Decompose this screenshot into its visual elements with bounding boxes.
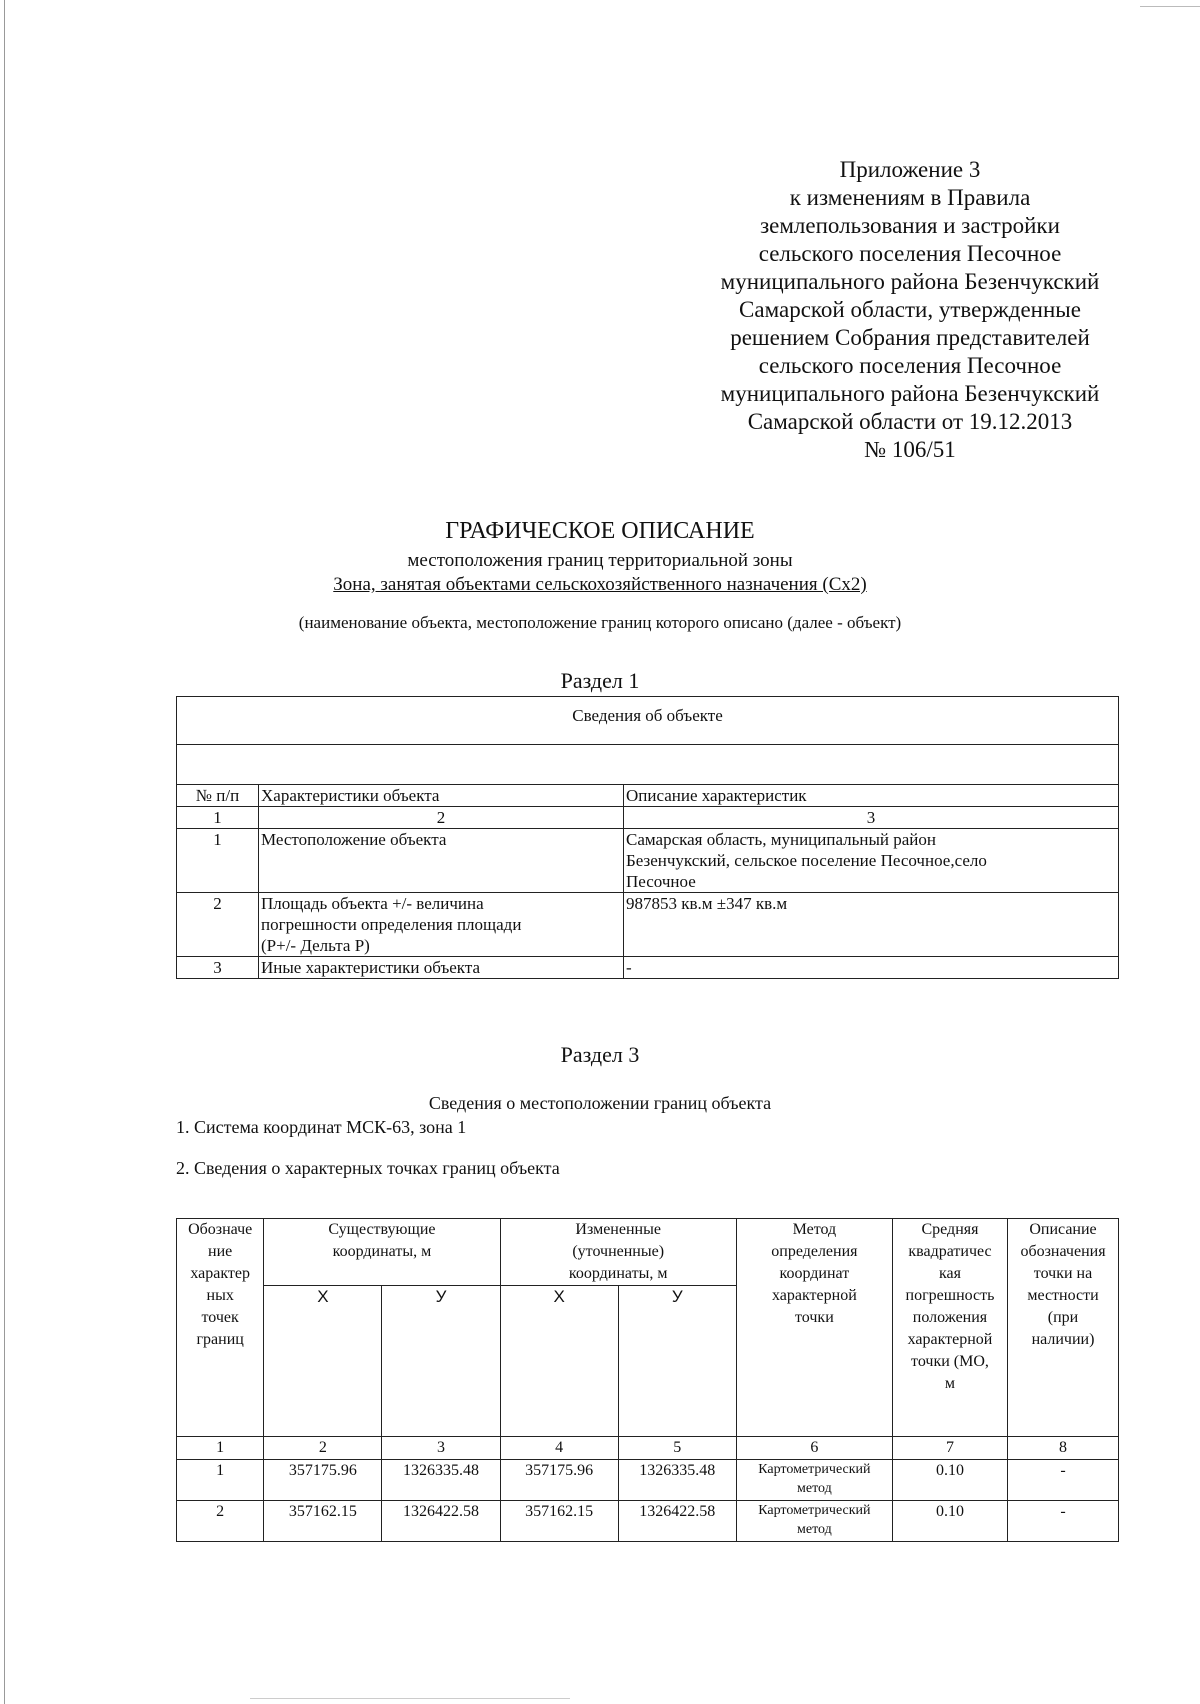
y-header: У <box>618 1286 736 1437</box>
existing-coords-header <box>264 1219 500 1286</box>
y-header: У <box>382 1286 500 1437</box>
header-line: наличии) <box>1031 1331 1095 1348</box>
header-line: Обозначе <box>188 1221 253 1238</box>
row-name <box>259 893 624 957</box>
method-line: метод <box>797 1522 832 1537</box>
point-description: - <box>1008 1501 1119 1542</box>
y-changed: 1326422.58 <box>618 1501 736 1542</box>
appendix-block <box>690 156 1130 464</box>
header-line: Существующие <box>328 1221 436 1238</box>
x-changed: 357162.15 <box>500 1501 618 1542</box>
section-1-heading: Раздел 1 <box>560 668 640 693</box>
y-existing: 1326335.48 <box>382 1460 500 1501</box>
header-line: характерной <box>771 1287 857 1304</box>
header-line: Описание <box>1029 1221 1097 1238</box>
header-line: точки <box>795 1309 834 1326</box>
column-header: № п/п <box>177 785 259 807</box>
y-changed: 1326335.48 <box>618 1460 736 1501</box>
point-id: 1 <box>177 1460 264 1501</box>
column-number-row <box>177 1437 1119 1460</box>
header-line: Метод <box>792 1221 837 1238</box>
designation-header <box>177 1219 264 1437</box>
appendix-line: сельского поселения Песочное <box>758 353 1062 378</box>
header-line: координаты, м <box>332 1243 432 1260</box>
row-number: 3 <box>177 957 259 979</box>
header-line: характерной <box>907 1331 993 1348</box>
document-subtitle: местоположения границ территориальной зоны <box>407 550 793 571</box>
zone-name: Зона, занятая объектами сельскохозяйственного назначения (Сх2) <box>333 574 867 595</box>
header-line: квадратичес <box>908 1243 992 1260</box>
name-line: погрешности определения площади <box>261 915 522 934</box>
x-header: X <box>500 1286 618 1437</box>
appendix-line: землепользования и застройки <box>760 213 1060 238</box>
table-row <box>177 957 1119 979</box>
header-line: координаты, м <box>568 1265 668 1282</box>
column-number: 1 <box>177 807 259 829</box>
scan-edge-line <box>250 1698 570 1699</box>
header-line: Измененные <box>575 1221 661 1238</box>
coordinate-system-line: 1. Система координат МСК-63, зона 1 <box>176 1117 467 1137</box>
scan-edge-line <box>4 0 5 1704</box>
table-header-row <box>177 785 1119 807</box>
name-line: (P+/- Дельта P) <box>261 936 370 955</box>
y-existing: 1326422.58 <box>382 1501 500 1542</box>
header-line: (при <box>1047 1309 1079 1326</box>
method-line: Картометрический <box>758 1462 871 1477</box>
header-line: местности <box>1027 1287 1099 1304</box>
appendix-line: муниципального района Безенчукский <box>720 381 1100 406</box>
method-line: Картометрический <box>758 1503 871 1518</box>
x-changed: 357175.96 <box>500 1460 618 1501</box>
header-line: точки (МО, <box>911 1353 989 1370</box>
row-number: 2 <box>177 893 259 957</box>
header-line: Средняя <box>921 1221 979 1238</box>
header-line: м <box>944 1375 956 1392</box>
x-existing: 357175.96 <box>264 1460 382 1501</box>
method-cell <box>736 1501 892 1542</box>
appendix-line: Самарской области, утвержденные <box>739 297 1081 322</box>
method-line: метод <box>797 1481 832 1496</box>
error-value: 0.10 <box>892 1501 1007 1542</box>
header-line: координат <box>779 1265 850 1282</box>
column-number: 7 <box>892 1437 1007 1460</box>
section-3-subheading: Сведения о местоположении границ объекта <box>428 1093 772 1113</box>
points-info-line: 2. Сведения о характерных точках границ объекта <box>176 1158 560 1178</box>
name-line: Площадь объекта +/- величина <box>261 894 484 913</box>
error-header <box>892 1219 1007 1437</box>
zone-caption: (наименование объекта, местоположение границ которого описано (далее - объект) <box>298 613 902 632</box>
header-line: положения <box>912 1309 988 1326</box>
scan-edge-line <box>1140 6 1200 7</box>
document-title: ГРАФИЧЕСКОЕ ОПИСАНИЕ <box>445 518 755 544</box>
table-row <box>177 829 1119 893</box>
header-line: ние <box>208 1243 233 1260</box>
table-row <box>177 1501 1119 1542</box>
header-line: определения <box>771 1243 858 1260</box>
appendix-line: решением Собрания представителей <box>730 325 1090 350</box>
column-header: Описание характеристик <box>624 785 1119 807</box>
header-line: границ <box>196 1331 244 1348</box>
table-row <box>177 893 1119 957</box>
row-name: Иные характеристики объекта <box>259 957 624 979</box>
column-number-row <box>177 807 1119 829</box>
point-id: 2 <box>177 1501 264 1542</box>
method-header <box>736 1219 892 1437</box>
appendix-line: Приложение 3 <box>839 157 981 182</box>
row-description: 987853 кв.м ±347 кв.м <box>624 893 1119 957</box>
column-header: Характеристики объекта <box>259 785 624 807</box>
column-number: 2 <box>259 807 624 829</box>
column-number: 3 <box>382 1437 500 1460</box>
column-number: 5 <box>618 1437 736 1460</box>
header-line: обозначения <box>1020 1243 1106 1260</box>
x-existing: 357162.15 <box>264 1501 382 1542</box>
boundary-points-table <box>176 1218 1119 1542</box>
row-description: - <box>624 957 1119 979</box>
row-description <box>624 829 1119 893</box>
x-header: X <box>264 1286 382 1437</box>
table-header-row <box>177 1219 1119 1286</box>
method-cell <box>736 1460 892 1501</box>
table-row <box>177 1460 1119 1501</box>
column-number: 2 <box>264 1437 382 1460</box>
section-3-heading: Раздел 3 <box>560 1042 640 1067</box>
description-line: Самарская область, муниципальный район <box>626 830 937 849</box>
header-line: точки на <box>1033 1265 1093 1282</box>
changed-coords-header <box>500 1219 736 1286</box>
column-number: 4 <box>500 1437 618 1460</box>
header-line: характер <box>190 1265 250 1282</box>
header-line: ных <box>206 1287 234 1304</box>
column-number: 6 <box>736 1437 892 1460</box>
appendix-line: муниципального района Безенчукский <box>720 269 1100 294</box>
error-value: 0.10 <box>892 1460 1007 1501</box>
header-line: погрешность <box>905 1287 995 1304</box>
description-header <box>1008 1219 1119 1437</box>
row-name: Местоположение объекта <box>259 829 624 893</box>
appendix-line: к изменениям в Правила <box>789 185 1031 210</box>
appendix-line: сельского поселения Песочное <box>758 241 1062 266</box>
column-number: 3 <box>624 807 1119 829</box>
header-line: кая <box>938 1265 961 1282</box>
column-number: 8 <box>1008 1437 1119 1460</box>
appendix-line: Самарской области от 19.12.2013 <box>747 409 1073 434</box>
object-info-table <box>176 696 1119 979</box>
header-line: (уточненные) <box>572 1243 665 1260</box>
description-line: Песочное <box>626 872 696 891</box>
column-number: 1 <box>177 1437 264 1460</box>
row-number: 1 <box>177 829 259 893</box>
blank-row <box>177 745 1119 785</box>
table-title: Сведения об объекте <box>177 697 1119 745</box>
description-line: Безенчукский, сельское поселение Песочное,село <box>626 851 987 870</box>
header-line: точек <box>201 1309 239 1326</box>
appendix-line: № 106/51 <box>864 437 956 462</box>
point-description: - <box>1008 1460 1119 1501</box>
